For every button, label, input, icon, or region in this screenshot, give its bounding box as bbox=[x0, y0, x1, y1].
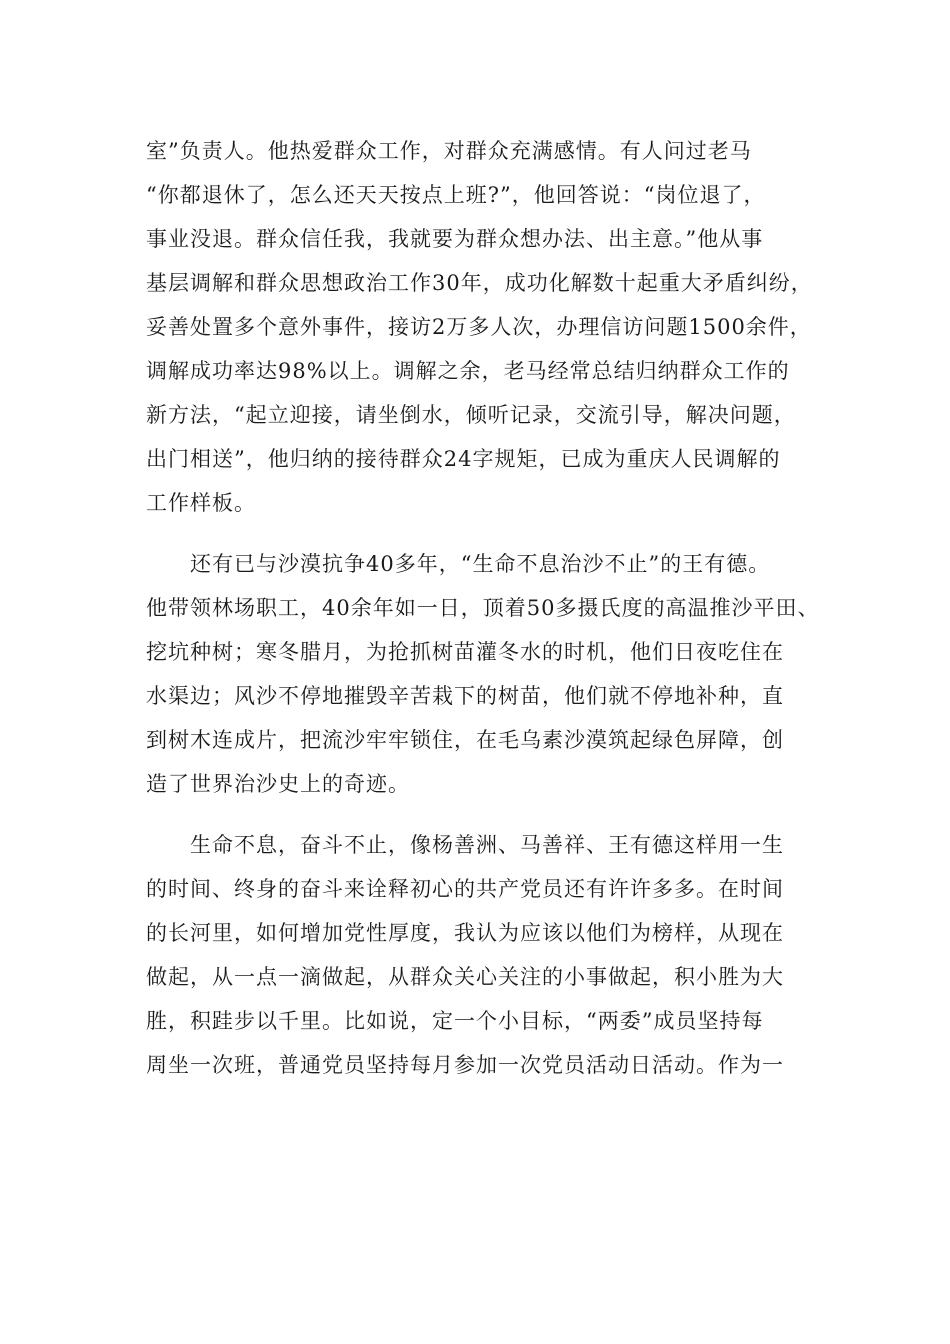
text-line: 他带领林场职工，40余年如一日，顶着50多摄氏度的高温推沙平田、 bbox=[146, 596, 820, 620]
text-line: 挖坑种树；寒冬腊月，为抢抓树苗灌冬水的时机，他们日夜吃住在 bbox=[146, 640, 784, 664]
text-line: 妥善处置多个意外事件，接访2万多人次，办理信访问题1500余件， bbox=[146, 315, 812, 339]
text-line: 造了世界治沙史上的奇迹。 bbox=[146, 772, 410, 796]
text-line: 出门相送”，他归纳的接待群众24字规矩，已成为重庆人民调解的 bbox=[146, 447, 781, 471]
text-line: 事业没退。群众信任我，我就要为群众想办法、出主意。”他从事 bbox=[146, 227, 764, 251]
text-line: 工作样板。 bbox=[146, 491, 256, 515]
text-line: 基层调解和群众思想政治工作30年，成功化解数十起重大矛盾纠纷， bbox=[146, 271, 813, 295]
text-line: 新方法，“起立迎接，请坐倒水，倾听记录，交流引导，解决问题， bbox=[146, 403, 796, 427]
text-line: 做起，从一点一滴做起，从群众关心关注的小事做起，积小胜为大 bbox=[146, 965, 784, 989]
text-line: 胜，积跬步以千里。比如说，定一个小目标，“两委”成员坚持每 bbox=[146, 1009, 764, 1033]
text-line: 室”负责人。他热爱群众工作，对群众充满感情。有人问过老马 bbox=[146, 139, 752, 163]
text-line: 的长河里，如何增加党性厚度，我认为应该以他们为榜样，从现在 bbox=[146, 921, 784, 945]
text-line: 周坐一次班，普通党员坚持每月参加一次党员活动日活动。作为一 bbox=[146, 1053, 784, 1077]
text-line: 的时间、终身的奋斗来诠释初心的共产党员还有许许多多。在时间 bbox=[146, 877, 784, 901]
text-line: 到树木连成片，把流沙牢牢锁住，在毛乌素沙漠筑起绿色屏障，创 bbox=[146, 728, 784, 752]
text-line: 水渠边；风沙不停地摧毁辛苦栽下的树苗，他们就不停地补种，直 bbox=[146, 684, 784, 708]
text-line: 调解成功率达98%以上。调解之余，老马经常总结归纳群众工作的 bbox=[146, 359, 790, 383]
text-line: “你都退休了，怎么还天天按点上班?”，他回答说：“岗位退了， bbox=[146, 183, 766, 207]
paragraph-start-line: 还有已与沙漠抗争40多年，“生命不息治沙不止”的王有德。 bbox=[146, 552, 771, 576]
paragraph-start-line: 生命不息，奋斗不止，像杨善洲、马善祥、王有德这样用一生 bbox=[146, 833, 784, 857]
